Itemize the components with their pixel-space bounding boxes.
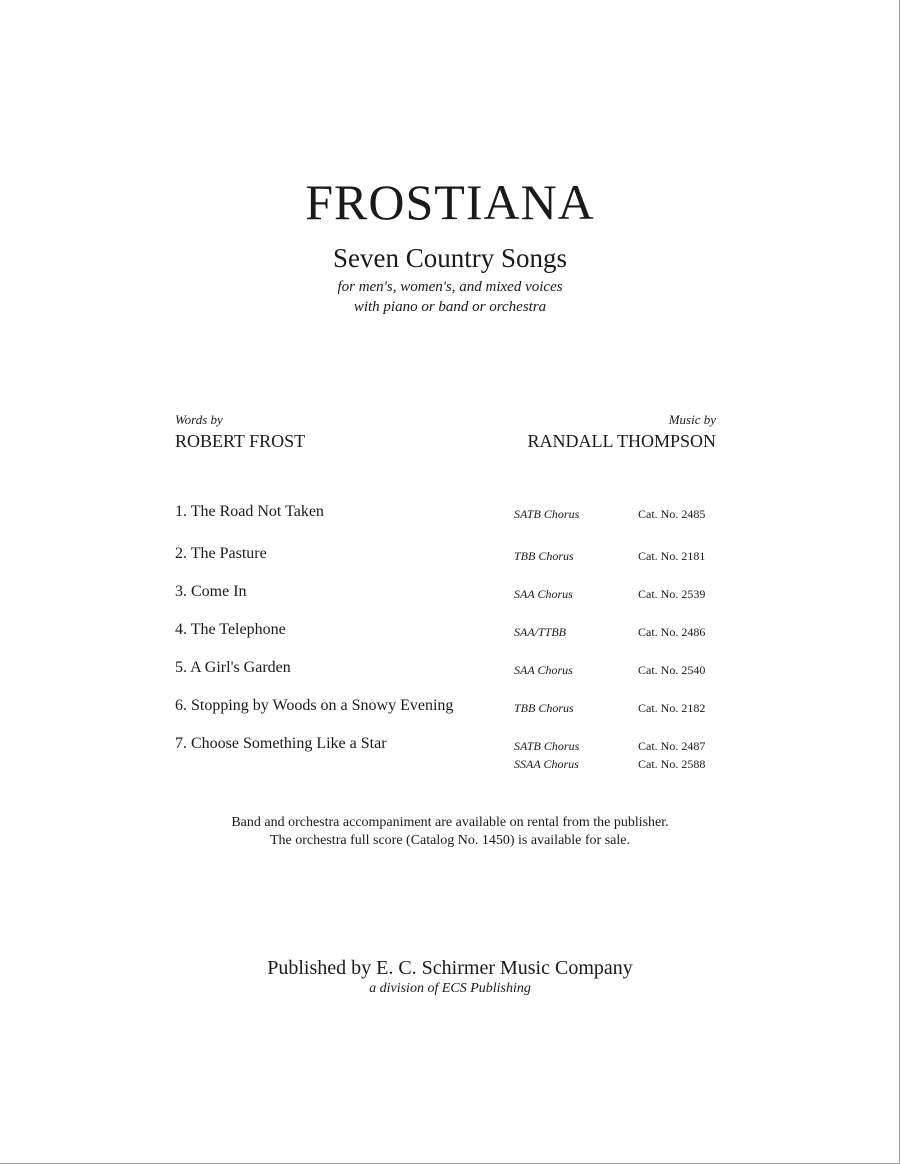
words-by-label: Words by bbox=[175, 412, 223, 427]
song-alternate-voicing: SSAA Chorus bbox=[514, 757, 579, 771]
availability-note bbox=[0, 814, 900, 850]
song-catalog-number: Cat. No. 2181 bbox=[638, 549, 706, 563]
song-voicing: TBB Chorus bbox=[514, 549, 574, 563]
song-title: 6. Stopping by Woods on a Snowy Evening bbox=[175, 697, 454, 714]
song-catalog-number: Cat. No. 2182 bbox=[638, 701, 706, 715]
song-voicing: TBB Chorus bbox=[514, 701, 574, 715]
music-by-label: Music by bbox=[668, 412, 716, 427]
song-title: 5. A Girl's Garden bbox=[175, 659, 291, 676]
song-row bbox=[175, 618, 720, 658]
song-title: 1. The Road Not Taken bbox=[175, 503, 324, 520]
publisher-division: a division of ECS Publishing bbox=[369, 981, 531, 996]
song-alternate-catalog-number: Cat. No. 2588 bbox=[638, 757, 706, 771]
song-row bbox=[175, 732, 720, 780]
publisher-name: Published by E. C. Schirmer Music Company bbox=[267, 957, 633, 979]
song-catalog-number: Cat. No. 2540 bbox=[638, 663, 706, 677]
song-row bbox=[175, 656, 720, 696]
song-title: 3. Come In bbox=[175, 583, 247, 600]
voicing-description bbox=[0, 277, 900, 317]
lyricist-name: ROBERT FROST bbox=[175, 431, 306, 451]
song-row bbox=[175, 694, 720, 734]
song-title: 2. The Pasture bbox=[175, 545, 267, 562]
voicing-line-2: with piano or band or orchestra bbox=[353, 299, 547, 315]
song-voicing: SAA/TTBB bbox=[514, 625, 567, 639]
song-voicing: SAA Chorus bbox=[514, 663, 573, 677]
composer-name: RANDALL THOMPSON bbox=[527, 431, 716, 451]
song-title: 7. Choose Something Like a Star bbox=[175, 735, 387, 752]
song-catalog-number: Cat. No. 2487 bbox=[638, 739, 706, 753]
work-title: FROSTIANA bbox=[305, 174, 595, 230]
song-row bbox=[175, 580, 720, 620]
song-catalog-number: Cat. No. 2539 bbox=[638, 587, 706, 601]
work-subtitle: Seven Country Songs bbox=[332, 243, 567, 273]
song-row bbox=[175, 542, 720, 582]
song-row bbox=[175, 500, 720, 540]
song-voicing: SATB Chorus bbox=[514, 507, 580, 521]
song-voicing: SAA Chorus bbox=[514, 587, 573, 601]
availability-note-line-2: The orchestra full score (Catalog No. 1450) is available for sale. bbox=[270, 833, 630, 848]
song-catalog-number: Cat. No. 2485 bbox=[638, 507, 706, 521]
song-voicing: SATB Chorus bbox=[514, 739, 580, 753]
availability-note-line-1: Band and orchestra accompaniment are available on rental from the publisher. bbox=[231, 815, 669, 830]
voicing-line-1: for men's, women's, and mixed voices bbox=[337, 279, 563, 295]
song-title: 4. The Telephone bbox=[175, 621, 286, 638]
song-catalog-number: Cat. No. 2486 bbox=[638, 625, 706, 639]
